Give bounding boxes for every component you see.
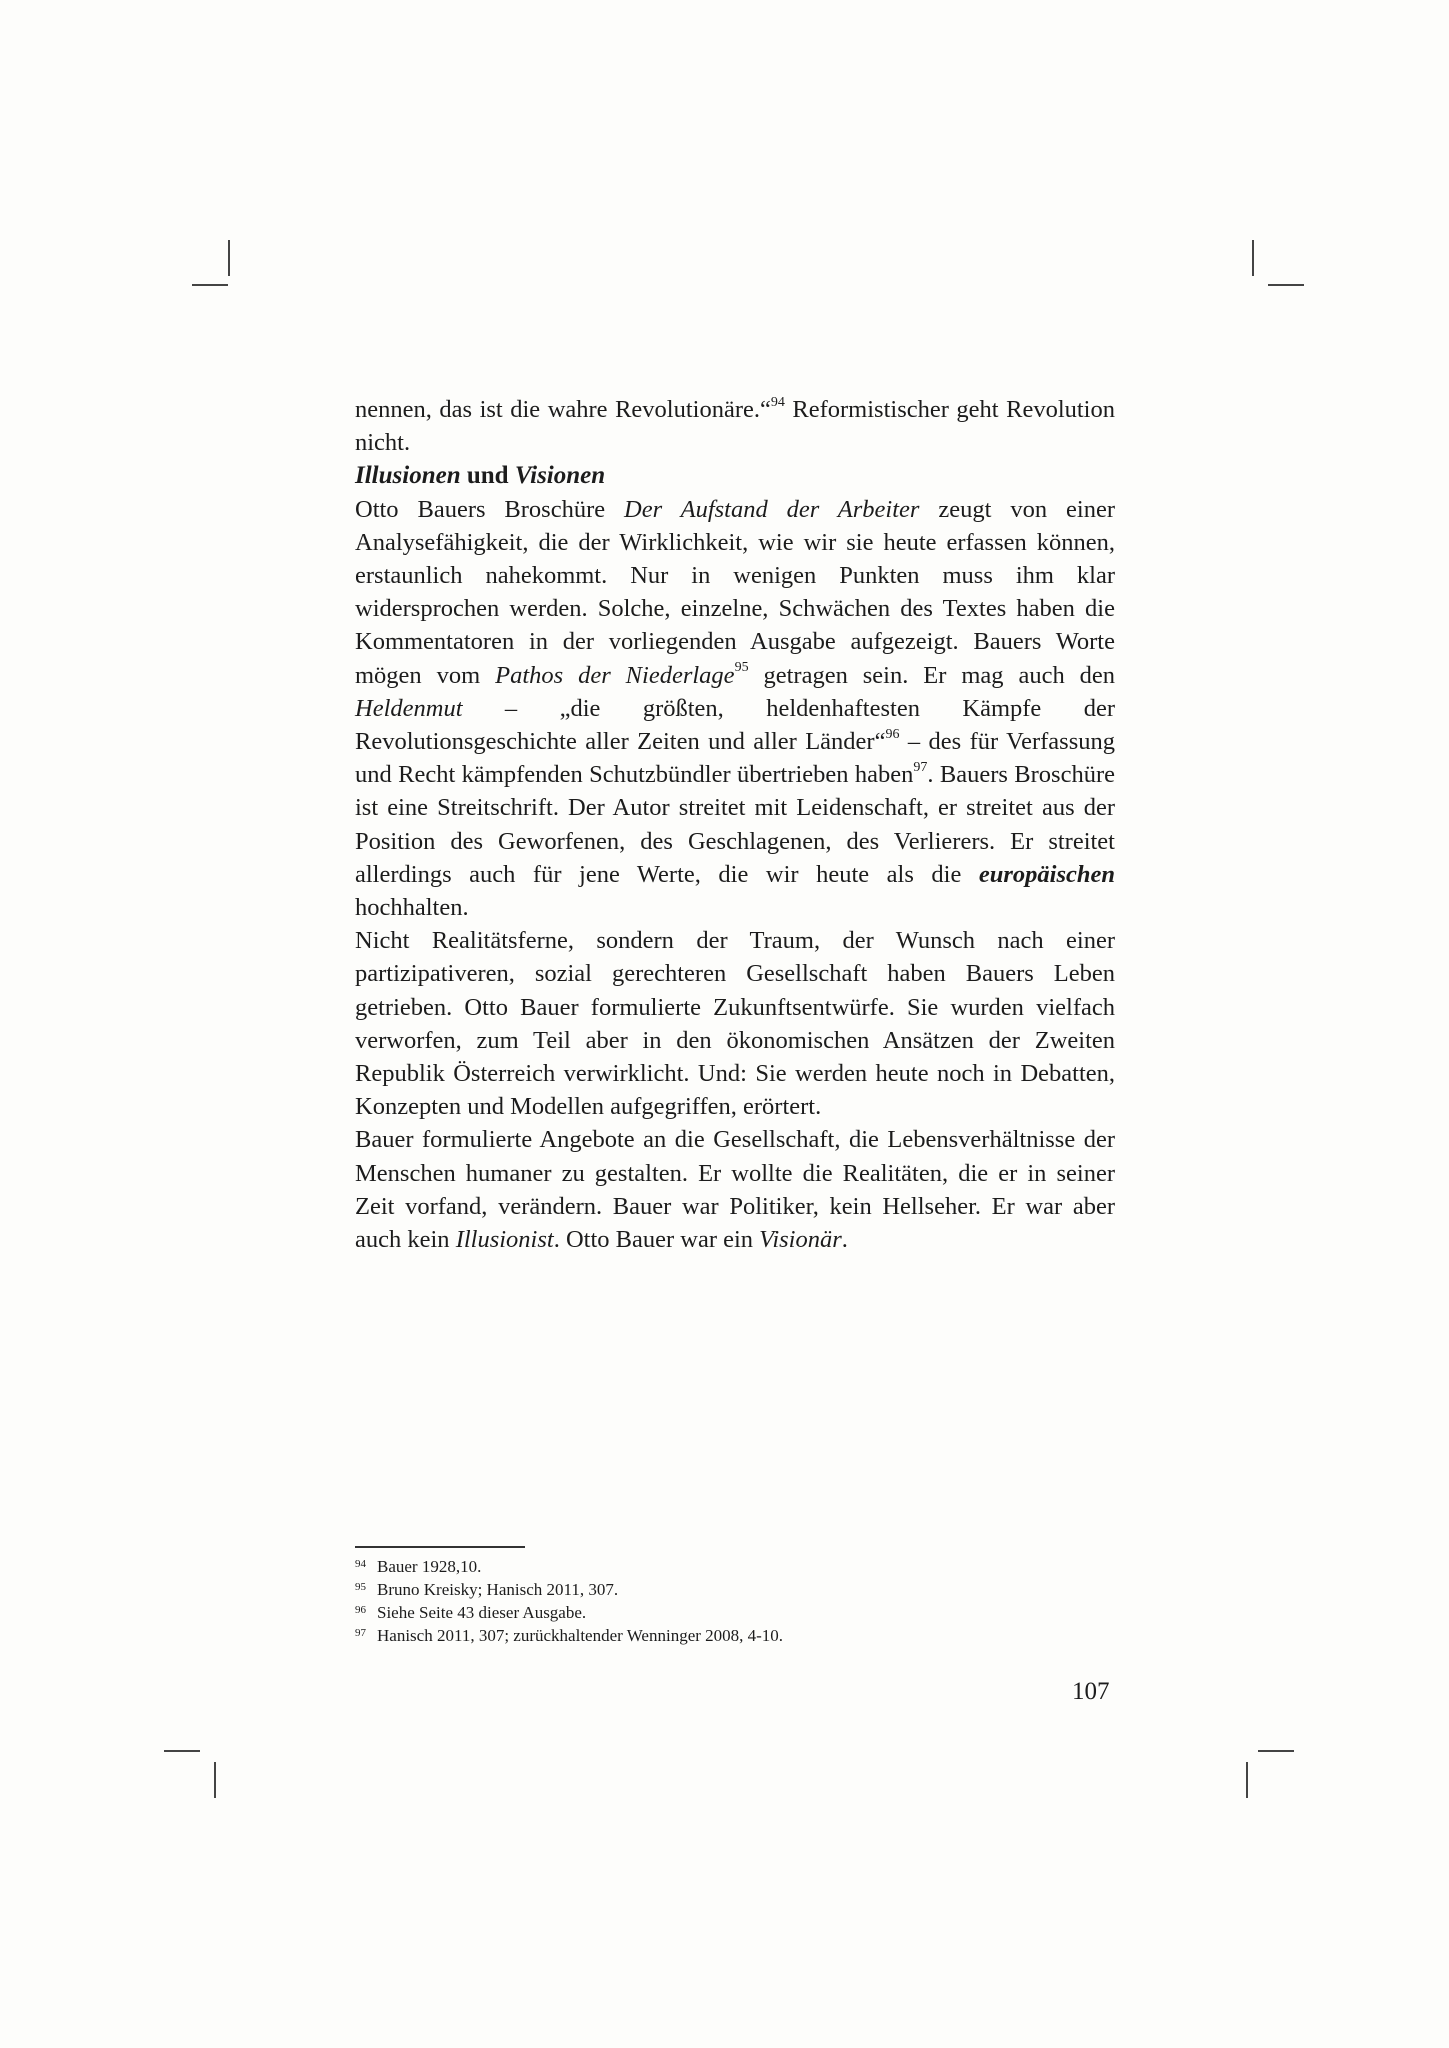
- footnote-97: [355, 1624, 1115, 1647]
- text-run: Otto Bauers Broschüre: [355, 495, 625, 523]
- emphasis-heldenmut: Heldenmut: [355, 694, 463, 722]
- footnote-ref-97[interactable]: 97: [913, 760, 928, 776]
- text-run: getragen sein. Er mag auch den: [748, 661, 1116, 689]
- footnote-95: [355, 1578, 1115, 1601]
- text-run: nennen, das ist die wahre Revolutionäre.“: [355, 396, 771, 423]
- footnote-text: Siehe Seite 43 dieser Ausgabe.: [377, 1603, 587, 1622]
- text-run: . Otto Bauer war ein: [553, 1226, 760, 1254]
- footnote-ref-96[interactable]: 96: [885, 726, 900, 742]
- text-run: Bauer formulierte Angebote an die Gesellschaft, die Lebensverhältnisse der Menschen humaner zu gestalten. Er wollte die Realitäten, die er in seiner Zeit vorfand, verändern. Bauer war Politiker, kein Hellseher. Er war aber auch kein: [355, 1126, 1115, 1254]
- page-number: 107: [1072, 1678, 1110, 1705]
- heading-word-illusionen: Illusionen: [355, 462, 461, 490]
- crop-mark-top-left-v: [228, 240, 230, 276]
- crop-mark-bottom-right-v: [1246, 1762, 1248, 1798]
- paragraph-1: [355, 393, 1115, 459]
- footnote-ref-94[interactable]: 94: [770, 394, 785, 410]
- text-run: zeugt von einer Analysefähigkeit, die der Wirklichkeit, wie wir sie heute erfassen können, erstaunlich nahekommt. Nur in wenigen Punkten muss ihm klar widersprochen werden. Solche, einzelne, Schwächen des Textes haben die Kommentatoren in der vorliegenden Ausgabe aufgezeigt. Bauers Worte mögen vom: [355, 495, 1115, 689]
- body-text: [355, 393, 1115, 1256]
- footnote-number: 95: [355, 1581, 366, 1593]
- footnote-number: 94: [355, 1558, 366, 1570]
- emphasis-pathos: Pathos der Niederlage: [495, 661, 735, 689]
- crop-mark-top-left-h: [192, 284, 228, 286]
- footnote-text: Bauer 1928,10.: [377, 1557, 482, 1576]
- footnote-number: 97: [355, 1627, 366, 1639]
- text-run: hochhalten.: [355, 894, 469, 922]
- emphasis-visionaer: Visionär: [759, 1226, 842, 1254]
- crop-mark-bottom-left-v: [214, 1762, 216, 1798]
- footnote-ref-95[interactable]: 95: [734, 660, 749, 676]
- paragraph-3: Nicht Realitätsferne, sondern der Traum, der Wunsch nach einer partizipativeren, sozial gerechteren Gesellschaft haben Bauers Leben getrieben. Otto Bauer formulierte Zukunftsentwürfe. Sie wurden vielfach verworfen, zum Teil aber in den ökonomischen Ansätzen der Zweiten Republik Österreich verwirklicht. Und: Sie werden heute noch in Debatten, Konzepten und Modellen aufgegriffen, erörtert.: [355, 927, 1115, 1121]
- footnote-divider: [355, 1546, 525, 1548]
- text-run: Reformistischer geht Revolution nicht.: [355, 396, 1115, 457]
- footnote-94: [355, 1555, 1115, 1578]
- crop-mark-bottom-left-h: [164, 1750, 200, 1752]
- footnote-text: Hanisch 2011, 307; zurückhaltender Wenninger 2008, 4-10.: [377, 1626, 784, 1645]
- paragraph-2: [355, 493, 1115, 925]
- text-run: .: [841, 1226, 848, 1254]
- crop-mark-top-right-v: [1252, 240, 1254, 276]
- text-run: . Bauers Broschüre ist eine Streitschrift. Der Autor streitet mit Leidenschaft, er streitet aus der Position des Geworfenen, des Geschlagenen, des Verlierers. Er streitet allerdings auch für jene Werte, die wir heute als die: [355, 761, 1115, 888]
- heading-word-und: und: [460, 462, 515, 490]
- emphasis-europaeischen: europäischen: [978, 860, 1115, 888]
- crop-mark-top-right-h: [1268, 284, 1304, 286]
- section-heading: [355, 459, 1115, 492]
- text-run: – des für Verfassung und Recht kämpfenden Schutzbündler übertrieben haben: [355, 728, 1115, 789]
- text-run: – „die größten, heldenhaftesten Kämpfe der Revolutionsgeschichte aller Zeiten und aller Länder“: [355, 694, 1115, 756]
- footnote-96: [355, 1601, 1115, 1624]
- book-title: Der Aufstand der Arbeiter: [624, 495, 920, 523]
- paragraph-4: [355, 1123, 1115, 1256]
- footnote-text: Bruno Kreisky; Hanisch 2011, 307.: [377, 1580, 619, 1599]
- footnotes: [355, 1555, 1115, 1647]
- footnote-number: 96: [355, 1604, 366, 1616]
- heading-word-visionen: Visionen: [514, 462, 606, 490]
- crop-mark-bottom-right-h: [1258, 1750, 1294, 1752]
- emphasis-illusionist: Illusionist: [455, 1226, 554, 1254]
